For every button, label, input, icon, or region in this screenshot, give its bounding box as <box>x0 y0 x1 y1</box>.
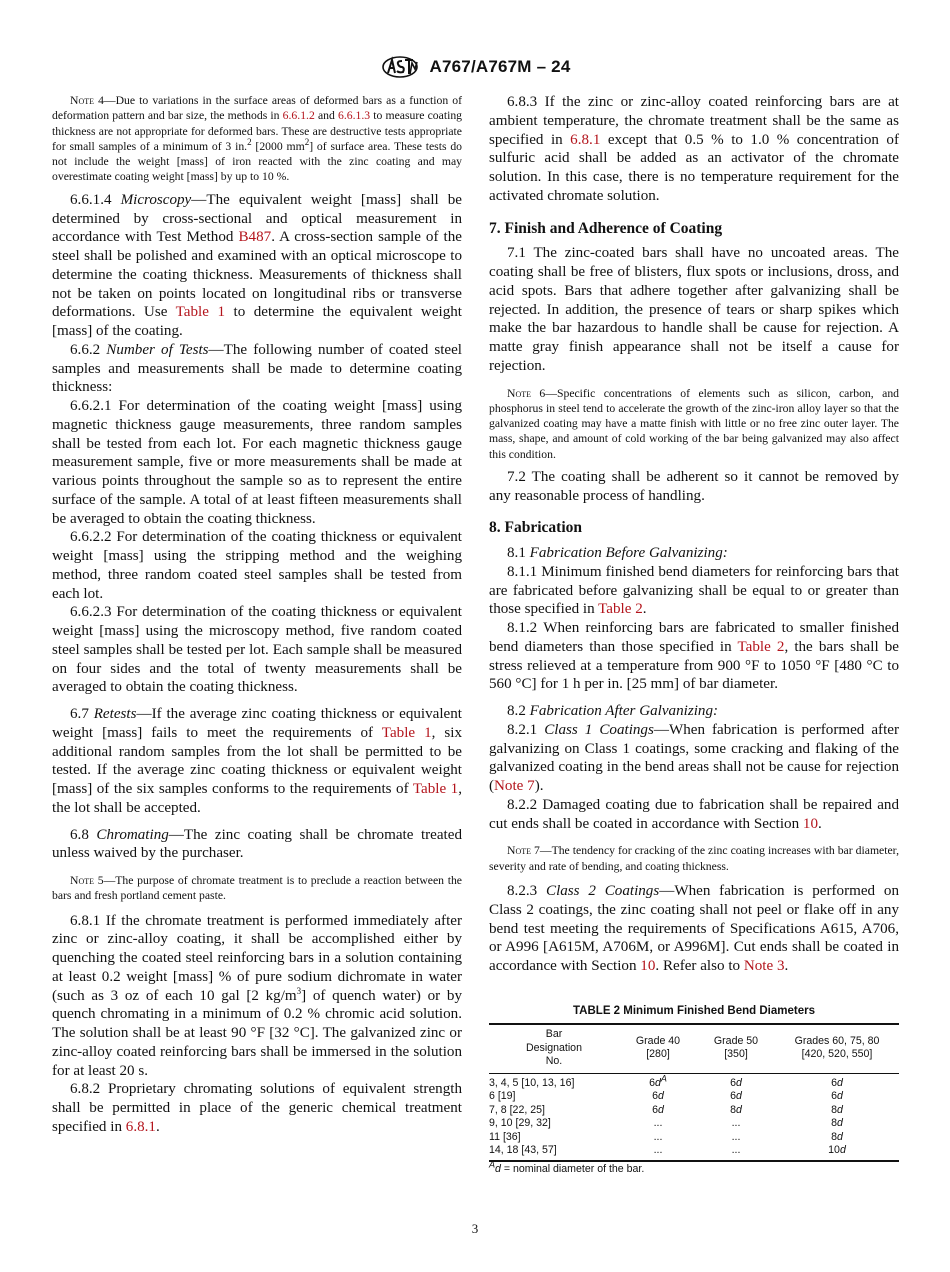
table-cell-g50: 6d <box>730 1076 742 1089</box>
table-cell-g60: 8d <box>831 1130 843 1143</box>
section-8-2-3: 8.2.3 Class 2 Coatings—When fabrication is performed on Class 2 coatings, the zinc coating shall not peel or flake off in any bend test meeting the requirements of Specifications A615, A706, or A996 [A615M, A706M, or A996M]. Cut ends shall be coated in accordance with Section 10. Refer also to Note 3. <box>489 883 899 975</box>
link-section-10[interactable]: 10 <box>802 815 819 832</box>
table-cell-bar: 6 [19] <box>489 1090 516 1103</box>
note-4: Note 4—Due to variations in the surface areas of deformed bars as a function of deformation pattern and bar size, the methods in 6.6.1.2 and 6.6.1.3 to measure coating thickness are not appropriate for deformed bars. These are destructive tests appropriate for small samples of a minimum of 3 in.$^2$ [2000 $mm^2$] of surface area. These tests do not include the weight [mass] of iron reacted with the zinc coating and may overestimate coating weight [mass] by up to 10 %. <box>52 94 463 184</box>
table-cell-g40: 6d <box>652 1103 664 1116</box>
table-cell-g40: ... <box>653 1144 663 1157</box>
table-row <box>489 1131 899 1145</box>
astm-logo-icon <box>380 54 420 80</box>
note-7: Note 7—The tendency for cracking of the zinc coating increases with bar diameter, severity and rate of bending, and coating thickness. <box>489 844 900 873</box>
table-cell-g40: ... <box>653 1117 663 1130</box>
section-6-8-3: 6.8.3 If the zinc or zinc-alloy coated reinforcing bars are at ambient temperature, the chromate treatment shall be the same as specified in 6.8.1 except that 0.5 % to 1.0 % concentration of sulfuric acid shall be added as an activator of the chromate solution. In this case, there is no temperature requirement for the activated chromate solution. <box>489 94 899 204</box>
section-8-2: 8.2 Fabrication After Galvanizing: <box>507 703 719 720</box>
header-grades-60-75-80: Grades 60, 75, 80 [420, 520, 550] <box>794 1034 880 1061</box>
header-bar-designation: Bar Designation No. <box>526 1028 582 1067</box>
left-column <box>52 93 462 1137</box>
link-6-6-1-3[interactable]: 6.6.1.3 <box>337 109 371 123</box>
table-cell-bar: 3, 4, 5 [10, 13, 16] <box>489 1076 575 1089</box>
table-cell-g60: 10d <box>828 1144 846 1157</box>
link-note-3[interactable]: Note 3 <box>743 958 785 975</box>
table-row <box>489 1073 899 1090</box>
section-7-2: 7.2 The coating shall be adherent so it cannot be removed by any reasonable process of handling. <box>489 468 899 504</box>
table-cell-g60: 8d <box>831 1117 843 1130</box>
section-6-8: 6.8 Chromating—The zinc coating shall be chromate treated unless waived by the purchaser. <box>52 826 462 862</box>
page-header <box>0 54 950 80</box>
table-2 <box>489 1023 899 1162</box>
table-2-title: TABLE 2 Minimum Finished Bend Diameters <box>573 1005 815 1017</box>
table-cell-g40: ... <box>653 1130 663 1143</box>
link-table-2[interactable]: Table 2 <box>737 638 785 655</box>
note-5: Note 5—The purpose of chromate treatment is to preclude a reaction between the bars and fresh portland cement paste. <box>52 874 462 903</box>
section-6-6-2-1: 6.6.2.1 For determination of the coating weight [mass] using magnetic thickness gauge measurements, three random samples shall be tested from each lot. For each magnetic thickness gauge measurement sample, five or more measurements shall be made at various points throughout the sample so as to represent the entire surface of the sample. A total of at least fifteen measurements shall be averaged to obtain the coating thickness. <box>52 398 462 527</box>
section-8-1-1: 8.1.1 Minimum finished bend diameters for reinforcing bars that are fabricated before galvanizing shall be equal to or greater than those specified in Table 2. <box>489 563 899 618</box>
right-column <box>489 93 899 976</box>
link-table-1[interactable]: Table 1 <box>381 724 432 741</box>
section-6-8-2: 6.8.2 Proprietary chromating solutions of equivalent strength shall be permitted in place of the generic chemical treatment specified in 6.8.1. <box>52 1081 462 1135</box>
table-cell-bar: 7, 8 [22, 25] <box>489 1103 545 1116</box>
header-grade-50: Grade 50 [350] <box>713 1034 759 1061</box>
section-6-6-2: 6.6.2 Number of Tests—The following number of coated steel samples and measurements shall be made to determine coating thickness: <box>52 341 462 396</box>
link-note-7[interactable]: Note 7 <box>494 778 535 795</box>
link-6-8-1[interactable]: 6.8.1 <box>125 1118 156 1135</box>
link-b487[interactable]: B487 <box>238 229 272 246</box>
section-heading-7: 7. Finish and Adherence of Coating <box>489 219 723 237</box>
table-2-footnote: $^A$d = nominal diameter of the bar. <box>489 1159 645 1175</box>
table-cell-g50: ... <box>731 1144 741 1157</box>
table-header-row <box>489 1024 899 1073</box>
table-cell-g50: 8d <box>730 1103 742 1116</box>
section-heading-8: 8. Fabrication <box>489 519 582 537</box>
table-row <box>489 1090 899 1104</box>
table-cell-bar: 9, 10 [29, 32] <box>489 1117 551 1130</box>
document-designation: A767/A767M – 24 <box>429 57 571 76</box>
section-8-2-2: 8.2.2 Damaged coating due to fabrication shall be repaired and cut ends shall be coated in accordance with Section 10. <box>489 796 899 832</box>
table-cell-g40: $6d^A$ <box>649 1072 667 1089</box>
table-cell-g60: 6d <box>831 1076 843 1089</box>
table-cell-g40: 6d <box>652 1090 664 1103</box>
table-row <box>489 1104 899 1118</box>
link-6-8-1[interactable]: 6.8.1 <box>570 131 601 148</box>
section-8-1-2: 8.1.2 When reinforcing bars are fabricated to smaller finished bend diameters than those specified in Table 2, the bars shall be stress relieved at a temperature from 900 °F to 1050 °F [480 °C to 560 °C] for 1 h per in. [25 mm] of bar diameter. <box>489 620 899 693</box>
header-grade-40: Grade 40 [280] <box>635 1034 681 1061</box>
table-cell-g50: ... <box>731 1117 741 1130</box>
table-cell-g60: 8d <box>831 1103 843 1116</box>
table-cell-bar: 14, 18 [43, 57] <box>489 1144 557 1157</box>
link-table-1[interactable]: Table 1 <box>175 304 225 321</box>
link-section-10[interactable]: 10 <box>640 958 656 975</box>
link-table-2[interactable]: Table 2 <box>598 601 643 618</box>
table-cell-g60: 6d <box>831 1090 843 1103</box>
section-8-1: 8.1 Fabrication Before Galvanizing: <box>507 545 728 562</box>
table-cell-g50: ... <box>731 1130 741 1143</box>
link-table-1[interactable]: Table 1 <box>412 781 459 798</box>
table-cell-g50: 6d <box>730 1090 742 1103</box>
page-number: 3 <box>471 1221 479 1236</box>
section-6-6-1-4: 6.6.1.4 Microscopy—The equivalent weight [mass] shall be determined by cross-sectional and optical measurement in accordance with Test Method B487. A cross-section sample of the steel shall be polished and examined with an optical microscope to determine the coating thickness. Measurements of thickness shall not be taken on points located on longitudinal ribs or transverse deformations. Use Table 1 to determine the equivalent weight [mass] of the coating. <box>52 191 463 340</box>
section-6-8-1: 6.8.1 If the chromate treatment is performed immediately after zinc or zinc-alloy coating, it shall be accomplished either by quenching the coated steel reinforcing bars in a solution containing at least 0.2 weight [mass] % of pure sodium dichromate in water (such as 3 oz of each 10 gal [2 $kg/m^3$] of quench water) or by quench chromating in a minimum of 0.2 % chromic acid solution. The solution shall be at least 90 °F [32 °C]. The galvanized zinc or zinc-alloy coated reinforcing bars shall be immersed in the solution for at least 20 s. <box>52 912 462 1079</box>
section-7-1: 7.1 The zinc-coated bars shall have no uncoated areas. The coating shall be free of blisters, flux spots or inclusions, dross, and acid spots. Bars that adhere together after galvanizing shall be rejected. In addition, the presence of tears or sharp spikes which make the bar hazardous to handle shall be cause for rejection. A matte gray finish appearance shall not be itself a cause for rejection. <box>489 245 899 374</box>
section-6-6-2-3: 6.6.2.3 For determination of the coating thickness or equivalent weight [mass] using the microscopy method, five random coated steel samples shall be tested per lot. Each sample shall be measured on four sides and the total of twenty measurements shall be averaged to obtain the coating thickness. <box>52 604 462 696</box>
table-row <box>489 1144 899 1161</box>
link-6-6-1-2[interactable]: 6.6.1.2 <box>282 109 315 123</box>
section-8-2-1: 8.2.1 Class 1 Coatings—When fabrication is performed after galvanizing on Class 1 coatings, some cracking and flaking of the galvanized coating in the bend areas shall not be cause for rejection (Note 7). <box>489 721 899 795</box>
section-6-7: 6.7 Retests—If the average zinc coating thickness or equivalent weight [mass] fails to meet the requirements of Table 1, six additional random samples from the lot shall be permitted to be tested. If the average zinc coating thickness or equivalent weight [mass] of the six samples conforms to the requirements of Table 1, the lot shall be accepted. <box>52 706 462 816</box>
section-6-6-2-2: 6.6.2.2 For determination of the coating thickness or equivalent weight [mass] using the stripping method and the weighing method, three random coated steel samples shall be tested from each lot. <box>52 529 462 602</box>
table-cell-bar: 11 [36] <box>489 1130 521 1143</box>
table-row <box>489 1117 899 1131</box>
note-6: Note 6—Specific concentrations of elements such as silicon, carbon, and phosphorus in steel tend to accelerate the growth of the zinc-iron alloy layer so that the galvanized coating may have a matte finish with little or no free zinc outer layer. The mass, shape, and amount of cold working of the bar being galvanized may also affect this condition. <box>489 386 900 461</box>
